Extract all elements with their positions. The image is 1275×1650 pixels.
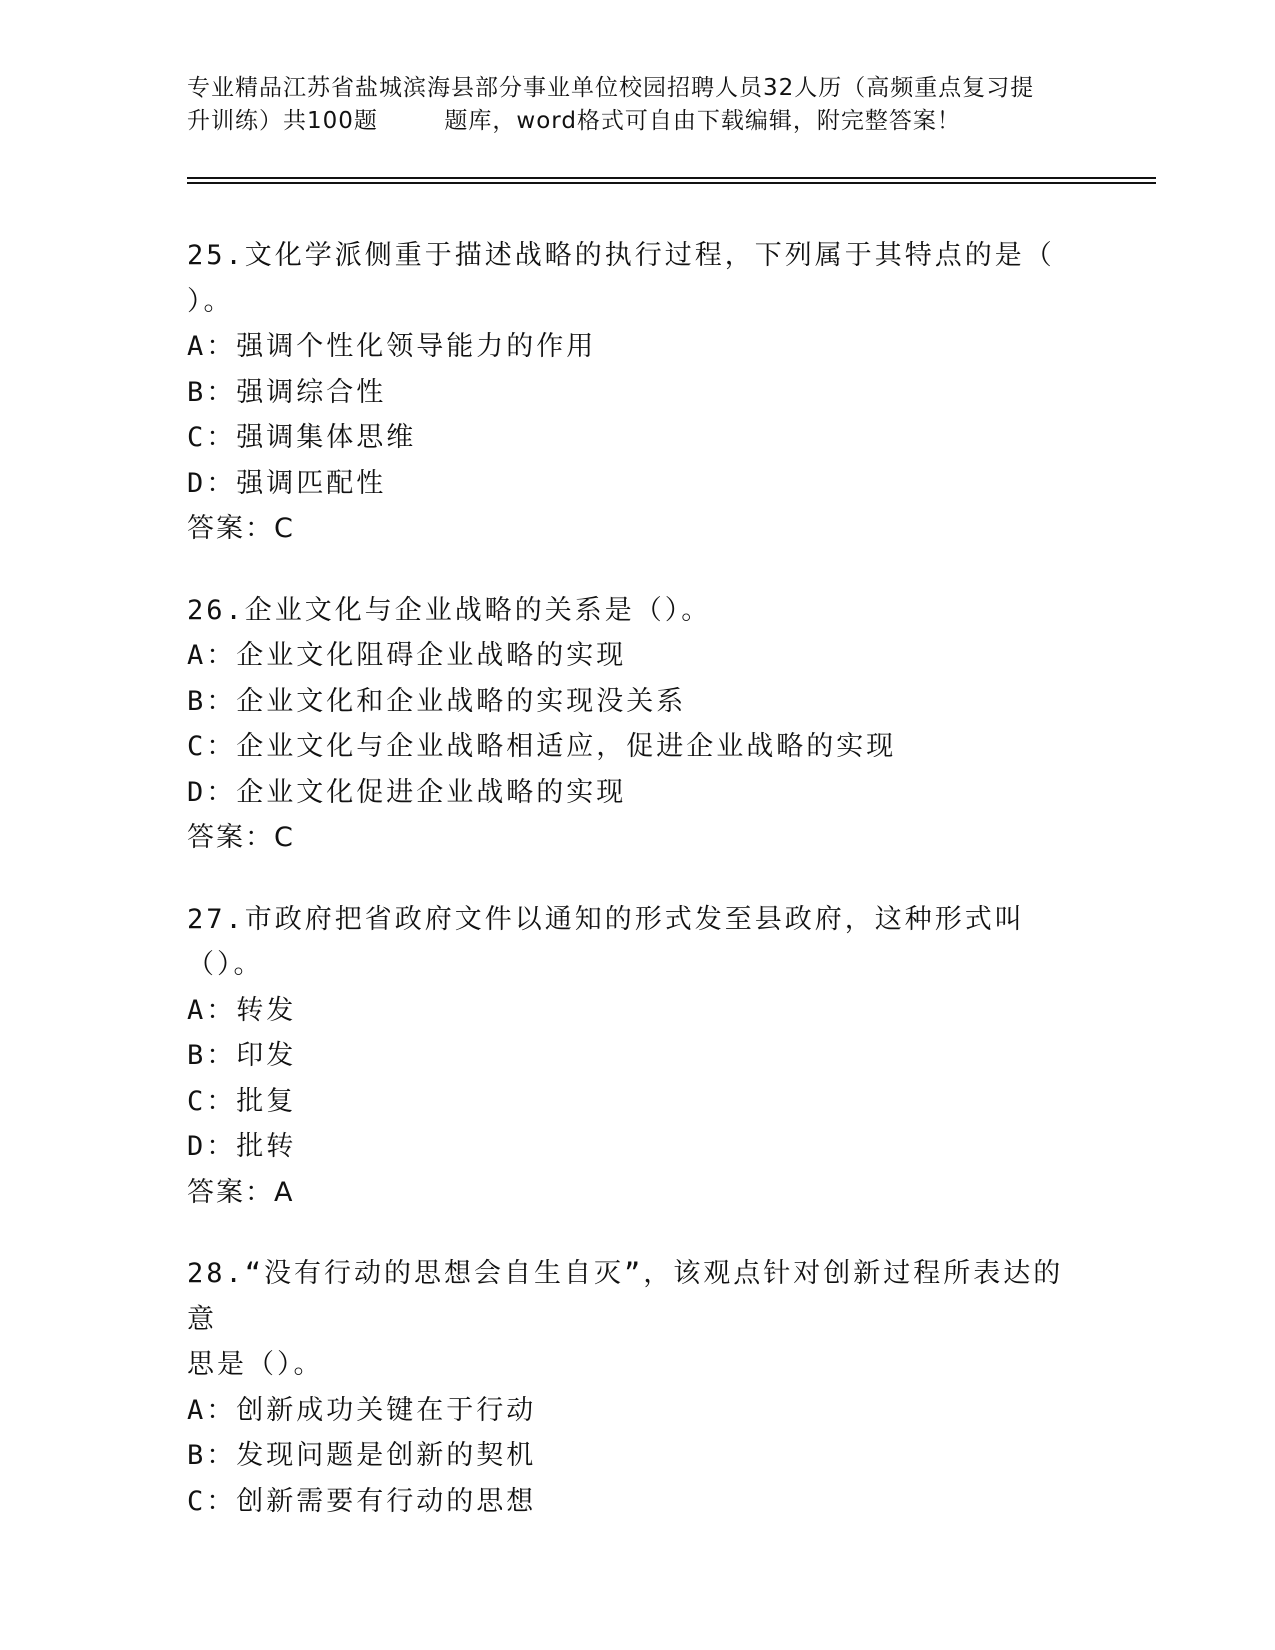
answer-line: 答案：A	[187, 1176, 295, 1208]
option-d: D：企业文化促进企业战略的实现	[187, 776, 627, 808]
question-stem	[187, 1251, 1087, 1388]
header-divider-bottom	[187, 182, 1156, 184]
header-divider-top	[187, 177, 1156, 179]
question-stem-line: ）。	[187, 285, 234, 317]
option-b: B：发现问题是创新的契机	[187, 1440, 537, 1471]
option-a: A：企业文化阻碍企业战略的实现	[187, 640, 627, 671]
question-stem-line: 思是（）。	[187, 1349, 324, 1380]
document-header	[187, 72, 1087, 138]
answer-line: 答案：C	[187, 513, 295, 544]
question-26	[187, 588, 1087, 861]
option-d: D：强调匹配性	[187, 467, 387, 499]
option-a: A：创新成功关键在于行动	[187, 1394, 537, 1426]
option-c: C：批复	[187, 1085, 297, 1117]
question-list	[187, 233, 1087, 1560]
option-d: D：批转	[187, 1131, 297, 1162]
option-c: C：创新需要有行动的思想	[187, 1485, 537, 1517]
question-stem	[187, 233, 1087, 324]
option-c: C：企业文化与企业战略相适应，促进企业战略的实现	[187, 731, 897, 762]
question-27	[187, 897, 1087, 1216]
question-stem-line: 27.市政府把省政府文件以通知的形式发至县政府，这种形式叫（）。	[187, 903, 1025, 980]
question-stem	[187, 897, 1087, 988]
question-stem-line: 25.文化学派侧重于描述战略的执行过程，下列属于其特点的是（	[187, 240, 1055, 271]
question-stem-line: 28.“没有行动的思想会自生自灭”，该观点针对创新过程所表达的意	[187, 1258, 1064, 1335]
answer-line: 答案：C	[187, 822, 295, 853]
question-stem-line: 26.企业文化与企业战略的关系是（）。	[187, 594, 712, 626]
question-stem	[187, 588, 1087, 634]
option-a: A：强调个性化领导能力的作用	[187, 331, 597, 362]
header-line-2: 升训练）共100题 题库，word格式可自由下载编辑，附完整答案！	[187, 108, 961, 134]
option-c: C：强调集体思维	[187, 422, 417, 453]
question-28	[187, 1251, 1087, 1524]
option-a: A：转发	[187, 994, 297, 1026]
header-line-1: 专业精品江苏省盐城滨海县部分事业单位校园招聘人员32人历（高频重点复习提	[187, 75, 1035, 101]
option-b: B：强调综合性	[187, 376, 387, 408]
option-b: B：企业文化和企业战略的实现没关系	[187, 685, 687, 717]
question-25	[187, 233, 1087, 552]
option-b: B：印发	[187, 1040, 297, 1071]
